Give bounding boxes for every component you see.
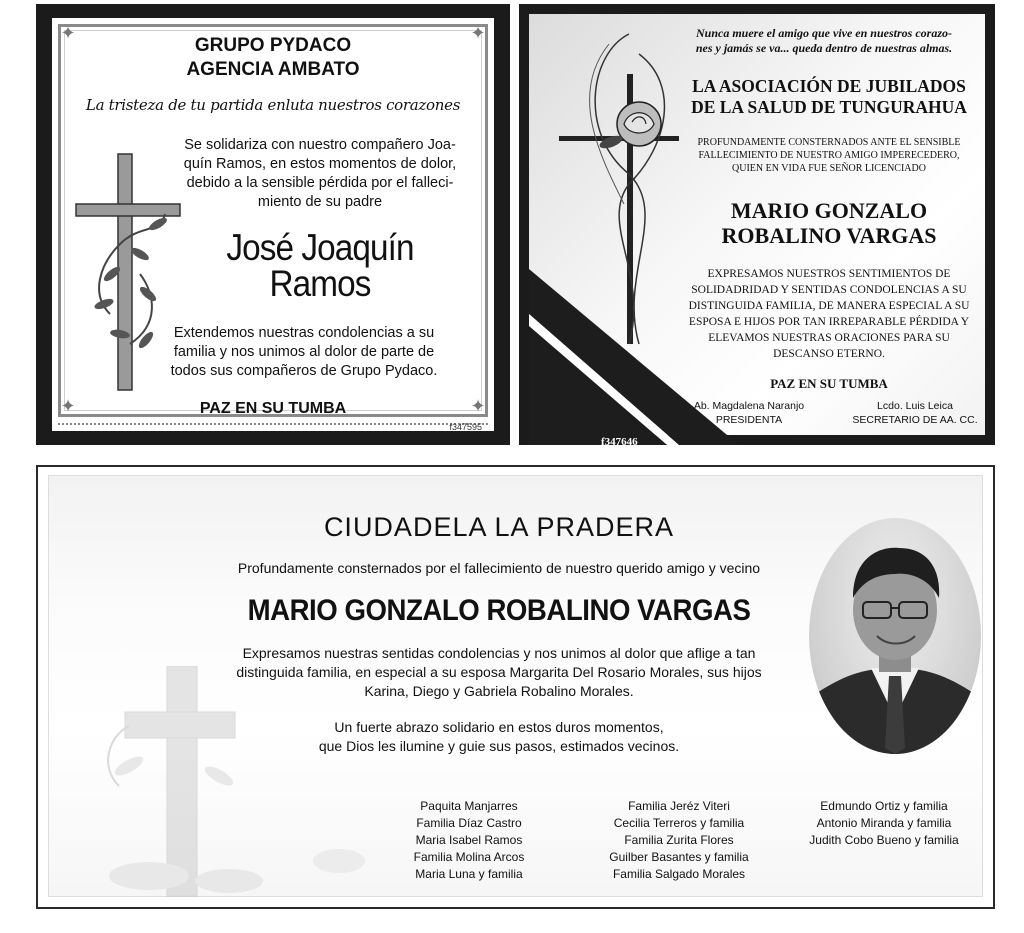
text-line: PROFUNDAMENTE CONSTERNADOS ANTE EL SENSIBLE	[697, 137, 961, 148]
text-line: miento de su padre	[257, 194, 383, 210]
ad-code: f347646	[601, 436, 638, 448]
text-line: Extendemos nuestras condolencias a su	[173, 325, 435, 341]
org-name: GRUPO PYDACO	[194, 35, 352, 56]
signature-secretary	[845, 399, 985, 427]
name-line: ROBALINO VARGAS	[721, 223, 937, 248]
text-line: ELEVAMOS NUESTRAS ORACIONES PARA SU	[708, 332, 950, 344]
signer-name: Guilber Basantes y familia	[609, 850, 749, 864]
person-portrait-icon	[809, 518, 981, 754]
paz-en-su-tumba: PAZ EN SU TUMBA	[199, 400, 347, 417]
text-line: DESCANSO ETERNO.	[773, 348, 885, 360]
text-line: Nunca muere el amigo que vive en nuestros corazo-	[696, 26, 952, 40]
text-line: distinguida familia, en especial a su esposa Margarita Del Rosario Morales, sus hijos	[236, 664, 762, 680]
org-name	[679, 76, 979, 118]
intro-text	[679, 136, 979, 175]
portrait-photo	[809, 518, 981, 754]
obituary-grupo-pydaco	[36, 4, 510, 445]
text-line: familia y nos unimos al dolor de parte de	[173, 344, 435, 360]
honoree-name	[679, 198, 979, 248]
name-line: MARIO GONZALO	[730, 198, 928, 223]
honoree-name: MARIO GONZALO ROBALINO VARGAS	[247, 594, 751, 627]
ad-code: f347595	[449, 422, 482, 432]
signer-name: Familia Molina Arcos	[413, 850, 525, 864]
text-line: QUIEN EN VIDA FUE SEÑOR LICENCIADO	[732, 163, 926, 174]
corner-ornament-icon: ✦	[470, 396, 486, 417]
signer-name: Lcdo. Luis Leica	[877, 400, 953, 412]
solidarity-text	[159, 718, 839, 756]
signers-column	[389, 798, 549, 883]
text-line: que Dios les ilumine y guie sus pasos, estimados vecinos.	[318, 738, 680, 754]
dotted-divider	[58, 423, 488, 425]
obituary-ciudadela-la-pradera	[36, 465, 995, 909]
page-title: CIUDADELA LA PRADERA	[323, 512, 675, 542]
signer-role: PRESIDENTA	[715, 414, 783, 426]
signature-president	[689, 399, 809, 427]
signer-name: Cecilia Terreros y familia	[613, 816, 745, 830]
text-line: FALLECIMIENTO DE NUESTRO AMIGO IMPERECEDERO,	[698, 150, 960, 161]
condolences-text	[144, 324, 464, 381]
signer-name: Judith Cobo Bueno y familia	[809, 833, 959, 847]
text-line: Un fuerte abrazo solidario en estos duros momentos,	[334, 719, 664, 735]
signer-name: Familia Salgado Morales	[612, 867, 746, 881]
signer-name: Familia Jeréz Viteri	[628, 799, 730, 813]
text-line: DISTINGUIDA FAMILIA, DE MANERA ESPECIAL A SU	[688, 300, 970, 312]
signers-column	[789, 798, 979, 849]
condolences-text	[159, 644, 839, 701]
signer-name: Familia Díaz Castro	[416, 816, 522, 830]
ad-panel	[48, 475, 983, 897]
corner-ornament-icon: ✦	[60, 23, 76, 44]
text-line: DE LA SALUD DE TUNGURAHUA	[691, 97, 967, 117]
text-line: EXPRESAMOS NUESTROS SENTIMIENTOS DE	[707, 268, 951, 280]
text-line: todos sus compañeros de Grupo Pydaco.	[170, 363, 438, 379]
script-tagline: La tristeza de tu partida enluta nuestros corazones	[85, 96, 461, 114]
ad-panel	[529, 14, 985, 448]
signers-column	[579, 798, 779, 883]
signer-name: Familia Zurita Flores	[624, 833, 734, 847]
text-line: Karina, Diego y Gabriela Robalino Morales.	[364, 683, 634, 699]
text-line: debido a la sensible pérdida por el falleci-	[186, 175, 454, 191]
faded-cross-flowers-icon	[89, 666, 389, 906]
signer-name: Antonio Miranda y familia	[816, 816, 952, 830]
signer-name: Maria Isabel Ramos	[415, 833, 523, 847]
signer-name: Maria Luna y familia	[415, 867, 523, 881]
name-line: José Joaquín	[226, 227, 414, 268]
text-line: Expresamos nuestras sentidas condolencias y nos unimos al dolor que aflige a tan	[242, 645, 756, 661]
signer-name: Ab. Magdalena Naranjo	[693, 400, 805, 412]
corner-ornament-icon: ✦	[470, 23, 486, 44]
solidarity-text	[170, 136, 470, 212]
text-line: quín Ramos, en estos momentos de dolor,	[183, 156, 457, 172]
signer-role: SECRETARIO DE AA. CC.	[852, 414, 978, 426]
paz-en-su-tumba: PAZ EN SU TUMBA	[770, 376, 888, 391]
text-line: ESPOSA E HIJOS POR TAN IRREPARABLE PÉRDIDA Y	[688, 316, 970, 328]
text-line: Se solidariza con nuestro compañero Joa-	[184, 137, 456, 153]
org-branch: AGENCIA AMBATO	[186, 59, 360, 80]
text-line: LA ASOCIACIÓN DE JUBILADOS	[692, 76, 966, 96]
text-line: nes y jamás se va... queda dentro de nuestras almas.	[695, 41, 953, 55]
signer-name: Edmundo Ortiz y familia	[820, 799, 948, 813]
obituary-asociacion-jubilados	[519, 4, 995, 448]
honoree-name	[185, 227, 455, 304]
quote	[669, 26, 979, 56]
name-line: Ramos	[269, 263, 371, 304]
ad-panel	[52, 18, 494, 431]
condolences-text	[679, 266, 979, 362]
lead-text: Profundamente consternados por el fallecimiento de nuestro querido amigo y vecino	[237, 560, 761, 576]
text-line: SOLIDADRIDAD Y SENTIDAS CONDOLENCIAS A SU	[691, 284, 967, 296]
corner-ornament-icon: ✦	[60, 396, 76, 417]
signer-name: Paquita Manjarres	[420, 799, 518, 813]
